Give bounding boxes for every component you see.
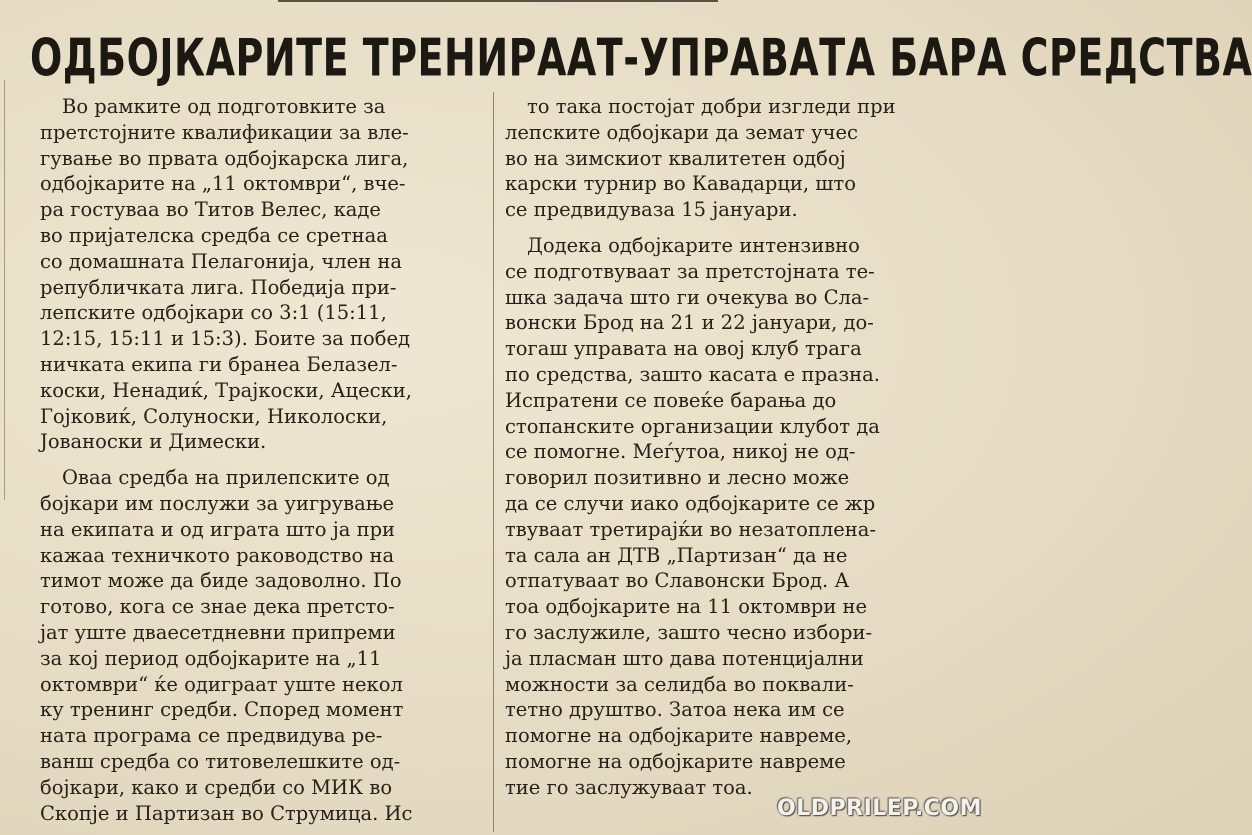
text-line: ничката екипа ги бранеа Белазел- [40, 352, 398, 376]
text-line: помогне на одбојкарите навреме, [505, 724, 853, 748]
text-line: тоа одбојкарите на 11 октомври не [505, 595, 868, 619]
text-line: се подготвуваат за претстојната те- [505, 259, 875, 283]
text-line: на екипата и од играта што ја при [40, 517, 396, 541]
text-line: се предвидуваза 15 јануари. [505, 198, 798, 222]
text-line: Јованоски и Димески. [40, 430, 267, 454]
text-line: отпатуваат во Славонски Брод. А [505, 569, 850, 593]
text-line: гување во првата одбојкарска лига, [40, 146, 409, 170]
text-line: та сала ан ДТВ „Партизан“ да не [505, 543, 848, 567]
text-line: бојкари им послужи за уигрување [40, 491, 395, 515]
text-line: шка задача што ги очекува во Сла- [505, 285, 870, 309]
text-line: коски, Ненадиќ, Трајкоски, Ацески, [40, 378, 412, 402]
text-line: можности за селидба во поквали- [505, 672, 854, 696]
column-divider [493, 92, 494, 832]
text-line: готово, кога се знае дека претсто- [40, 595, 395, 619]
text-line: претстојните квалификации за вле- [40, 120, 409, 144]
top-rule [278, 0, 718, 2]
paragraph-1 [40, 94, 482, 455]
text-line: говорил позитивно и лесно може [505, 466, 850, 490]
text-line: бојкари, како и средби со МИК во [40, 775, 393, 799]
text-line: стопанските организации клубот да [505, 414, 880, 438]
text-line: 12:15, 15:11 и 15:3). Боите за побед [40, 327, 411, 351]
left-column [40, 94, 482, 829]
text-line: по средства, зашто касата е празна. [505, 362, 880, 386]
text-line: ванш средба со титовелешките од- [40, 749, 401, 773]
text-line: во на зимскиот квалитетен одбој [505, 146, 846, 170]
text-line: јат уште дваесетдневни припреми [40, 620, 396, 644]
text-line: карски турнир во Кавадарци, што [505, 172, 856, 196]
page-edge-rule [4, 80, 5, 500]
text-line: Гојковиќ, Солуноски, Николоски, [40, 404, 388, 428]
text-line: вонски Брод на 21 и 22 јануари, до- [505, 311, 874, 335]
text-line: ната програма се предвидува ре- [40, 724, 383, 748]
headline: ОДБОЈКАРИТЕ ТРЕНИРААТ-УПРАВАТА БАРА СРЕДСТВА [30, 28, 1252, 88]
text-line: републичката лига. Победија при- [40, 275, 397, 299]
text-line: октомври“ ќе одиграат уште некол [40, 672, 403, 696]
text-line: тетно друштво. Затоа нека им се [505, 698, 845, 722]
text-line: да се случи иако одбојкарите се жр [505, 491, 876, 515]
text-line: ја пласман што дава потенцијални [505, 646, 864, 670]
right-column [505, 94, 965, 829]
text-line: тогаш управата на овој клуб трага [505, 337, 862, 361]
text-line: тие го заслужуваат тоа. [505, 775, 753, 799]
paragraph-3 [505, 94, 965, 223]
text-line: Оваа средба на прилепските од [62, 466, 390, 490]
text-line: лепските одбојкари со 3:1 (15:11, [40, 301, 387, 325]
text-line: Додека одбојкарите интензивно [527, 233, 860, 257]
text-line: Испратени се повеќе барања до [505, 388, 837, 412]
paragraph-2 [40, 465, 482, 826]
text-line: то така постојат добри изгледи при [527, 95, 896, 118]
text-line: Скопје и Партизан во Струмица. Ис [40, 801, 413, 825]
text-line: ку тренинг средби. Според момент [40, 698, 404, 722]
text-line: во пријателска средба се сретнаа [40, 223, 388, 247]
text-line: одбојкарите на „11 октомври“, вче- [40, 172, 406, 196]
text-line: се помогне. Меѓутоа, никој не од- [505, 440, 856, 464]
text-line: Во рамките од подготовките за [62, 95, 386, 118]
watermark: OLDPRILEP.COM [777, 796, 982, 821]
text-line: помогне на одбојкарите навреме [505, 749, 846, 773]
text-line: со домашната Пелагонија, член на [40, 249, 402, 273]
text-line: лепските одбојкари да земат учес [505, 120, 858, 144]
text-line: ра гостуваа во Титов Велес, каде [40, 198, 381, 222]
text-line: твуваат третирајќи во незатоплена- [505, 517, 876, 541]
text-line: тимот може да биде задоволно. По [40, 569, 402, 593]
text-line: го заслужиле, зашто чесно избори- [505, 620, 873, 644]
paragraph-4 [505, 233, 965, 801]
text-line: за кој период одбојкарите на „11 [40, 646, 382, 670]
text-line: кажаа техничкото раководство на [40, 543, 395, 567]
